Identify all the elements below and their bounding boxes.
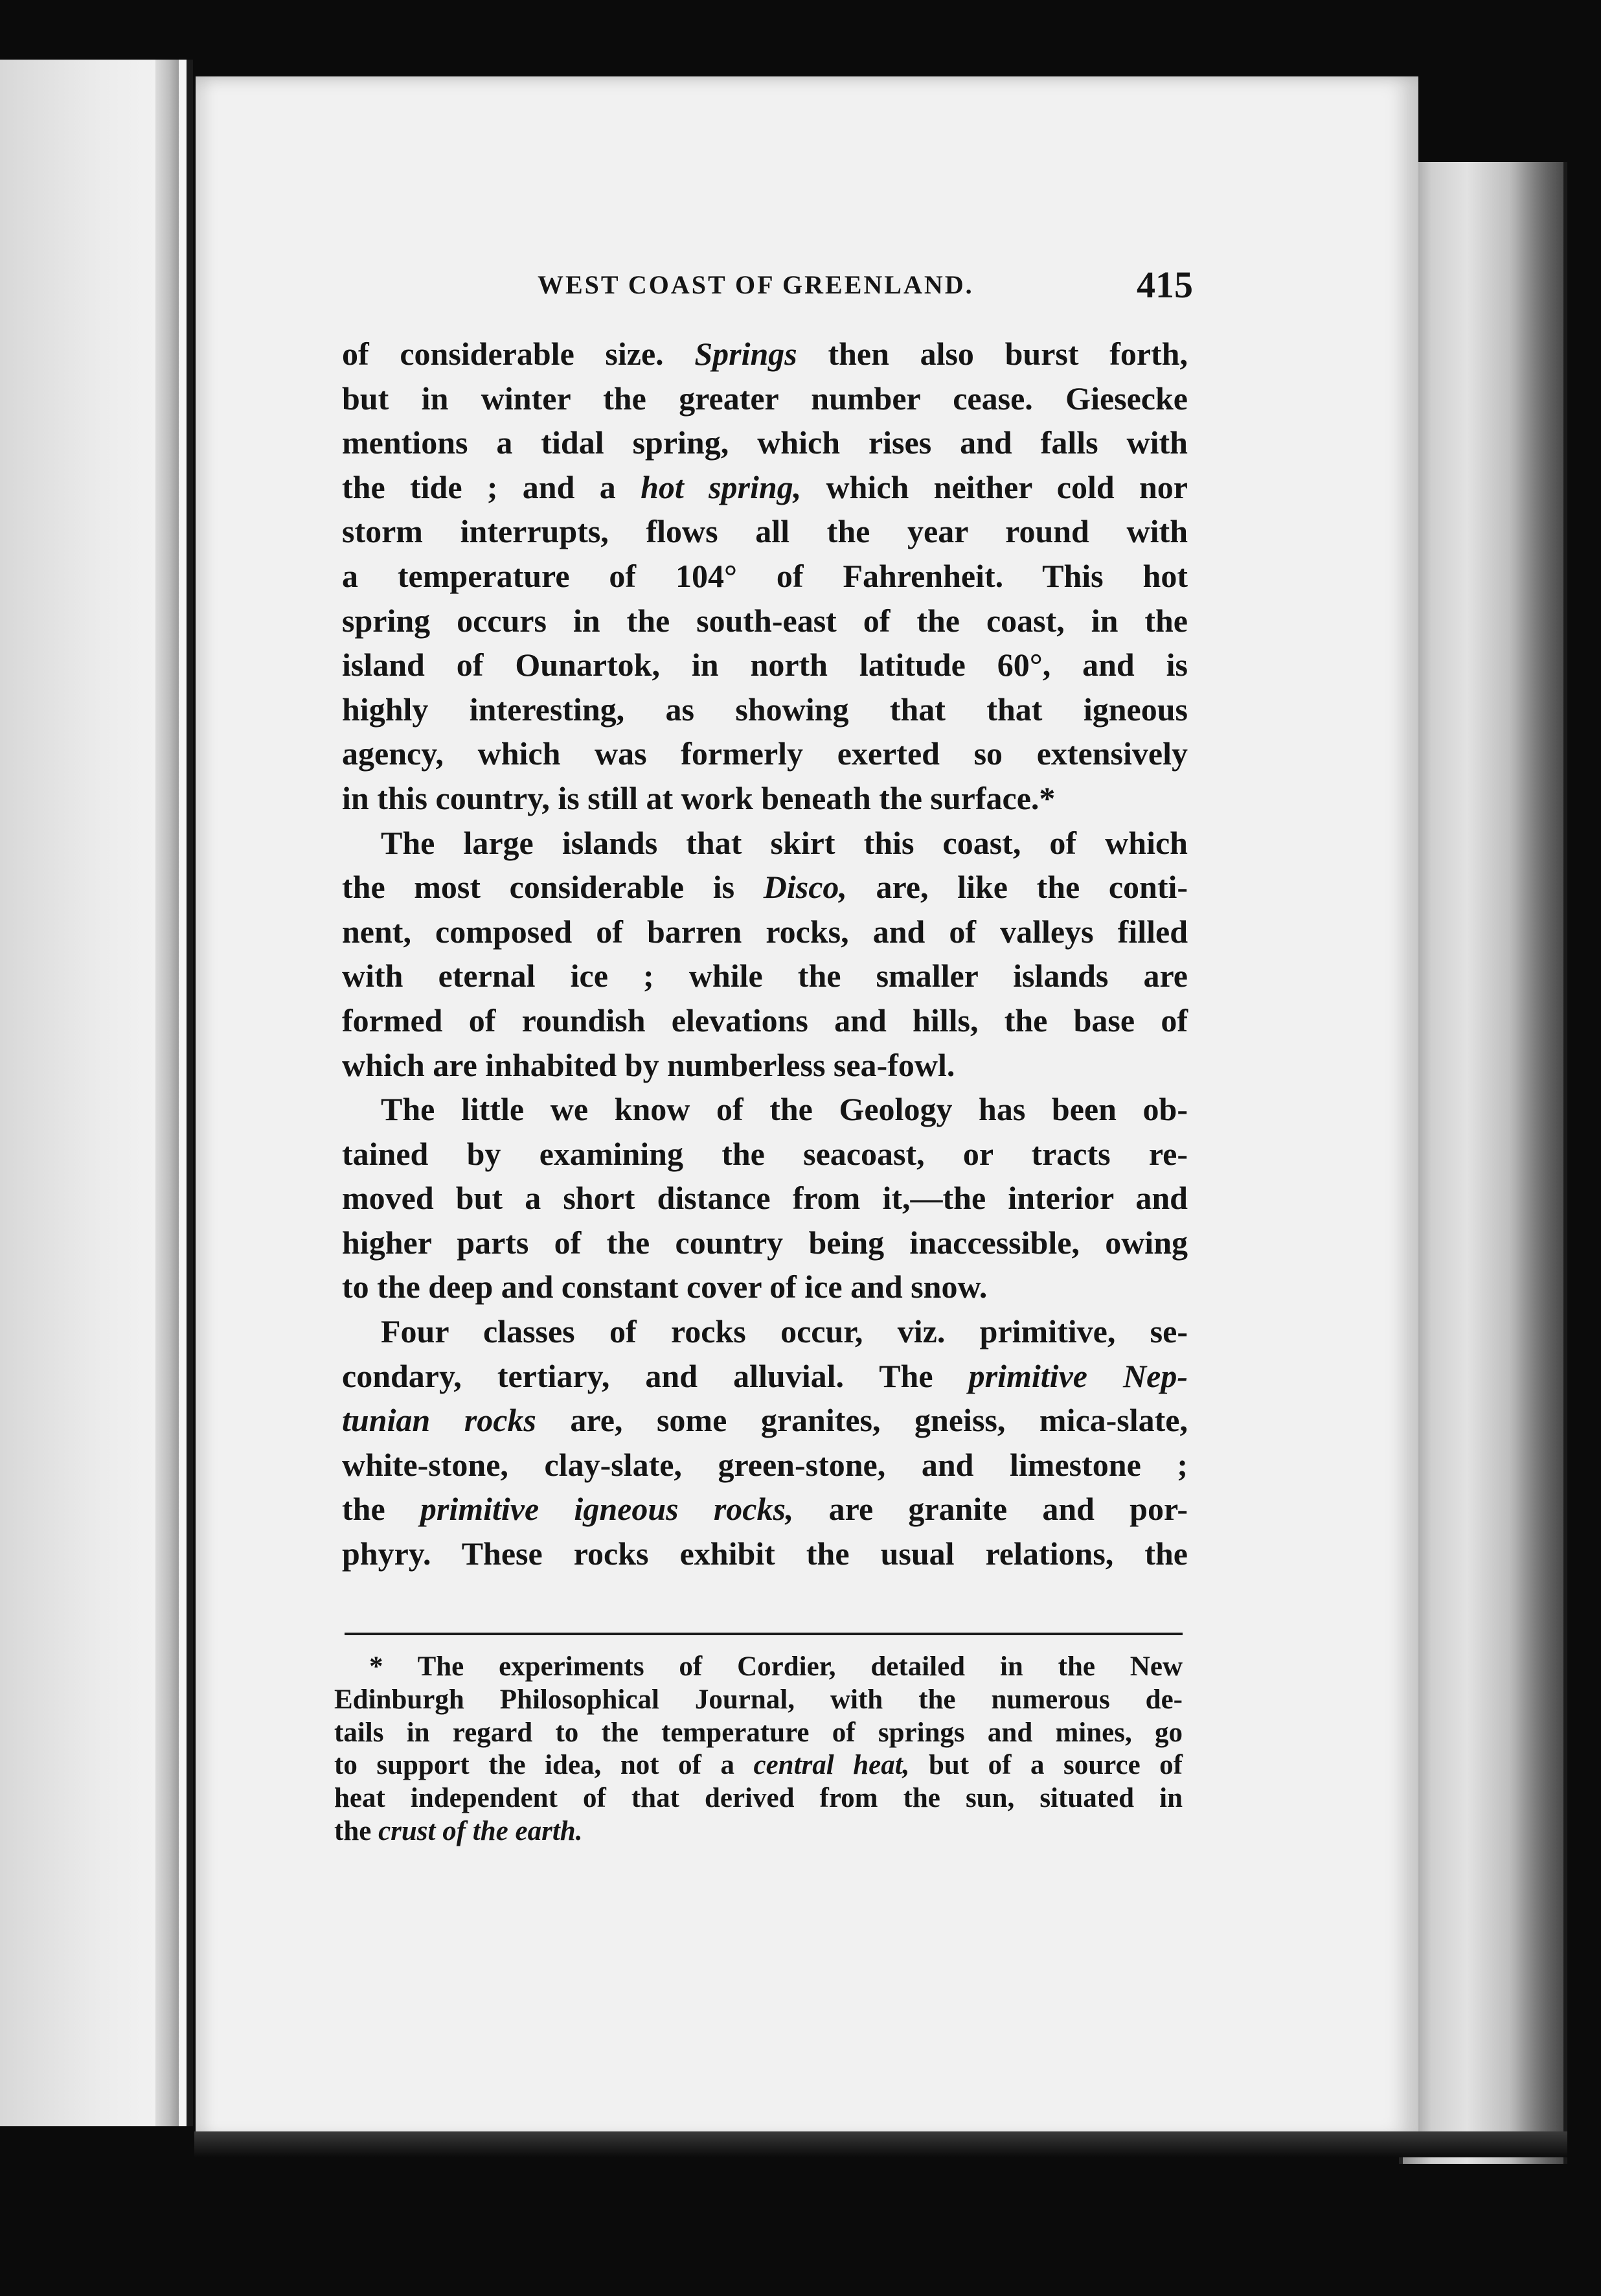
text-line: nent, composed of barren rocks, and of valleys filled — [342, 913, 1188, 950]
running-head: WEST COAST OF GREENLAND. — [538, 270, 974, 299]
text-line: in this country, is still at work beneath the surface.* — [342, 779, 1056, 816]
footnote-line: * The experiments of Cordier, detailed in the New — [369, 1651, 1183, 1682]
footnote-rule — [345, 1633, 1183, 1635]
page-number: 415 — [1137, 264, 1193, 306]
footnote-line: to support the idea, not of a central heat, but of a source of — [334, 1750, 1183, 1781]
text-line: moved but a short distance from it,—the interior and — [342, 1180, 1188, 1217]
footnote-line: Edinburgh Philosophical Journal, with the numerous de- — [334, 1684, 1183, 1715]
bottom-edge-shadow — [194, 2131, 1567, 2157]
footnote-line: the crust of the earth. — [334, 1815, 583, 1846]
text-line: phyry. These rocks exhibit the usual relations, the — [342, 1535, 1188, 1572]
text-line: higher parts of the country being inaccessible, owing — [342, 1224, 1188, 1261]
text-line: tunian rocks are, some granites, gneiss, mica-slate, — [342, 1402, 1188, 1439]
text-line: storm interrupts, flows all the year round with — [342, 513, 1188, 550]
text-line: spring occurs in the south-east of the coast, in the — [342, 602, 1188, 639]
text-line: agency, which was formerly exerted so extensively — [342, 735, 1188, 772]
text-line: white-stone, clay-slate, green-stone, and limestone ; — [342, 1446, 1188, 1483]
footnote-line: heat independent of that derived from the sun, situated in — [334, 1783, 1183, 1814]
text-line: Four classes of rocks occur, viz. primitive, se- — [381, 1313, 1188, 1350]
text-line: of considerable size. Springs then also burst forth, — [342, 336, 1188, 372]
text-line: The little we know of the Geology has been ob- — [381, 1091, 1188, 1128]
page-stack-shadow — [1509, 162, 1567, 2164]
text-line: condary, tertiary, and alluvial. The primitive Nep- — [342, 1357, 1188, 1394]
text-line: a temperature of 104° of Fahrenheit. This hot — [342, 557, 1188, 594]
text-line: island of Ounartok, in north latitude 60°, and is — [342, 647, 1188, 683]
text-line: The large islands that skirt this coast, of which — [381, 824, 1188, 861]
text-line: the primitive igneous rocks, are granite and por- — [342, 1491, 1188, 1528]
text-line: formed of roundish elevations and hills, the base of — [342, 1002, 1188, 1039]
text-line: which are inhabited by numberless sea-fowl. — [342, 1046, 955, 1083]
body-text — [342, 332, 1188, 1576]
text-line: to the deep and constant cover of ice and snow. — [342, 1269, 988, 1305]
text-line: highly interesting, as showing that that igneous — [342, 691, 1188, 728]
text-line: tained by examining the seacoast, or tracts re- — [342, 1135, 1188, 1172]
text-line: the most considerable is Disco, are, like the conti- — [342, 869, 1188, 906]
footnote-line: tails in regard to the temperature of springs and mines, go — [334, 1717, 1183, 1748]
text-line: mentions a tidal spring, which rises and falls with — [342, 424, 1188, 461]
text-line: the tide ; and a hot spring, which neither cold nor — [342, 468, 1188, 505]
footnote — [334, 1651, 1183, 1848]
book-gutter — [155, 60, 179, 2126]
text-line: with eternal ice ; while the smaller islands are — [342, 958, 1188, 994]
text-line: but in winter the greater number cease. Giesecke — [342, 380, 1188, 417]
